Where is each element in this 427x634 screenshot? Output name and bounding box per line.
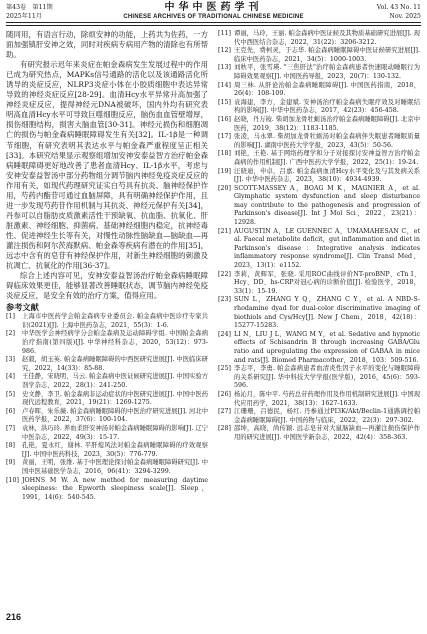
reference-text: 上海市中医药学会帕金森病专业委员会. 帕金森病中医诊疗专家共识(2021)[J]. 上海中医药杂志，2021，55(3)：1-6. [22,313,208,329]
reference-text: 卢春晖，朱乐薇. 帕金森病睡眠障碍的中医治疗研究进展[J]. 河北中医药学报，2022，37(6)：100-104. [22,407,208,424]
header-right [377,3,421,21]
reference-text: 袁林，洪巧玲. 养血柔肝安神汤对帕金森病睡眠障碍的影响[J]. 辽宁中医杂志，2022，49(3)：15-17. [22,424,208,441]
journal-title-en: CHINESE ARCHIVES OF TRADITIONAL CHINESE MEDICINE [123,14,304,20]
reference-item [218,331,420,365]
reference-text: 周三林. 从肝论治帕金森病睡眠障碍[J]. 中国医药指南，2018，26(4)：108-109. [234,81,420,98]
reference-text: 王克先，费柯灵，于志华. 帕金森病睡眠障碍中医证候研究进展[J]. 临床中医药杂志，2021，34(5)：1000-1003. [234,47,420,63]
reference-item [6,477,208,503]
reference-number: [26] [218,390,231,398]
reference-item [218,30,420,47]
references-right [218,30,420,443]
reference-item [218,408,420,425]
reference-item [218,185,420,228]
date-en: Nov. 2025 [389,13,421,20]
reference-number: [10] [6,476,19,484]
reference-number: [9] [6,459,15,467]
reference-item [218,296,420,330]
reference-text: JOHNS M W. A new method for measuring daytime sleepiness: the Epworth sleepiness scale[J]. Sleep，1991，14(6)：540-545. [22,476,208,501]
header-left [6,3,53,21]
reference-number: [19] [218,167,231,175]
reference-item [218,99,420,116]
volume-en: Vol. 43 No. 11 [376,4,421,11]
reference-number: [4] [6,373,15,381]
reference-text: 刘秋平，张雪瑛. "三焦肝法"治疗帕金森病患者快速眼动睡眠行为障碍效果观察[J]. 中国医药导报，2023，20(7)：130-132. [234,64,420,80]
reference-number: [21] [218,227,231,235]
reference-text: 王佳静，宋晓明，马云. 帕金森病中医证候研究进展[J]. 中国实验方剂学杂志，2022，28(1)：241-250. [22,373,208,390]
reference-number: [25] [218,365,231,373]
reference-number: [11] [218,30,231,37]
journal-title-cn: 中华中医药学刊 [164,2,263,13]
left-column [6,30,208,502]
reference-item [218,168,420,185]
reference-item [6,313,208,330]
header-rule-thick [6,22,421,23]
reference-text: AUGUSTIN A，LE GUENNEC A，UMAMAHESAN C，et al. Faecal metabolite deficit，gut inflammation and diet in Parkinson's disease：Integrative analysis indicates inflammatory response syndrome[J]. Clin Transl Med，2023，13(1)：e1152. [234,227,420,270]
reference-item [218,47,420,64]
reference-text: 张凌，马永翠. 柴胡加龙骨牡蛎汤对帕金森病伴失眠患者睡眠质量的影响[J]. 湖南中医药大学学报，2023，43(5)：50-56. [234,133,420,149]
header-rule-thin [6,25,421,26]
reference-number: [28] [218,425,231,433]
body-paragraph-2: 有研究报示迟年来炎症在帕金森病发生发展过程中的作用已成为研究热点，MAPKs信号通路的活化以及该通路活化所诱导的炎症反应，NLRP3炎症小体在小胶质细胞中表达异常导致的神经炎症反应[28-29]。血清Hcy水平异常升高加强了神经炎症反应，提得神经元DNA被破坏，国内外均有研究表明高血清Hcy水平可导致巨噬细胞反应，脑伤血血管壁增厚，损伤细胞结构，损害大脑血管[30-31]。神经元损伤和细胞凋亡的损伤与帕金森病睡眠障碍发生有关[32]。IL-1β是一种调节细胞，有研究表明其表达水平与帕金森严重程度呈正相关[33]。本研究结果显示观察组增加安神安泰益智方治疗帕金森病睡眠障碍更好地改善了患者血清Hcy、IL-1β水平，考虑与安神安泰益智汤中部分药物组分调节脑内神经免疫炎症反应的作用有关，如现代药理研究证实白芍具有抗炎、脑神经保护作用，芍药内酯苷可通过血脑屏障，具有明确神经保护作用，且进一步发现芍药苷作用机制与其抗炎、神经元保护有关[34]，丹参可以自脂肪皮质激素活性干预缺氧、抗血脂、抗氧化、肝脏激素、神经细胞、抑菌病、基础神经细胞内稳定，抗神经毒性、促进神经生长等有关，对慢性动脉性脑缺血—脑缺血—再灌注损伤和阿尔茨海默病、帕金森等疾病有潜在的作用[35]，远志中含有的皂苷有神经保护作用，对新生神经细胞的刺激及抗凋亡、抗氧化的作用[36-37]。 [6,60,208,271]
reference-item [218,228,420,271]
reference-item [218,82,420,99]
reference-item [218,116,420,133]
page-number: 216 [6,612,22,622]
reference-number: [3] [6,356,15,364]
references-title: 参考文献 [6,302,39,313]
reference-number: [20] [218,184,231,192]
reference-number: [12] [218,47,231,55]
reference-text: 李志平，李勇. 帕金森病患者血清炎性因子水平的变化与睡眠障碍的关系研究[J]. 华中科技大学学报(医学版)，2016，45(6)：593-596. [234,365,420,390]
reference-text: 汪晓迪，申卓，吕嘉. 帕金森病血清Hcy水平变化及与其发病关系[J]. 中华中医药杂志，2023，38(10)：4934-4939. [234,167,420,184]
reference-text: 黄丽，王明，张维. 基于中医理论探讨帕金森病睡眠障碍研究[J]. 中国中医基础医学杂志，2016，96(41)：3294-3299. [22,459,208,475]
page-header [0,0,427,28]
reference-number: [7] [6,424,15,432]
reference-number: [8] [6,442,15,450]
reference-number: [16] [218,115,231,123]
reference-number: [5] [6,390,15,398]
reference-number: [6] [6,407,15,415]
reference-item [218,64,420,81]
reference-number: [2] [6,330,15,338]
reference-text: 孔艳，夏永红，谢林. 平肝熄风法对帕金森病睡眠障碍的疗效观察[J]. 中国中医药科技，2023，30(5)：776-779. [22,442,208,458]
reference-text: LI N，LIU J L，WANG M Y，et al. Sedative and hypnotic effects of Schisandrin B through increasing GABA/Glu ratio and upregulating the expression of GABAA in mice and rats[J]. Biomed Pharmacother，2018，103：509-516. [234,330,420,364]
reference-item [6,373,208,390]
reference-text: 邵坤，高晓，尚传颖. 远志皂苷对大鼠脑缺血—再灌注损伤保护作用的研究进展[J]. 中国医学新杂志，2022，42(4)：358-363. [234,425,420,441]
reference-item [6,391,208,408]
reference-text: 李莉，黄辉军，张晓. 采用ROC曲线评价NT-proBNP、cTn I、Hcy、DD、hs-CRP对冠心病的诊断价值[J]. 检验医学，2018，33(1)：15-19. [234,270,420,295]
reference-item [6,459,208,476]
reference-text: 江珊珊，吕德民，杨红. 丹参通过PI3K/Akt/Beclin-1通路调控帕金森病睡眠障碍[J]. 中国药物与临床，2022，22(3)：297-302. [234,408,420,424]
reference-number: [24] [218,330,231,338]
date-cn: 2025年11月 [6,13,42,20]
reference-text: 史文静，李卫. 帕金森病非运动症状的中医研究进展[J]. 中国中医药现代远程教育，2021，19(21)：1269-1275. [22,390,208,407]
reference-text: 赵晓，丹万铵. 柴胡加龙骨牡蛎汤治疗帕金森病睡眠障碍[J]. 北京中医药，2019，38(12)：1183-1185. [234,115,420,132]
body-paragraph-1: 随同用，有语言行动，除烦安神的功能，上药共为佐药，一方面加强镇肝安神之效，同时对疾病专病用产物的清除也有所帮助。 [6,30,208,60]
body-paragraph-3: 综合上述内容可见，安神安泰益智汤治疗帕金森病睡眠障碍临床效果更佳，能够显著改善睡眠状态，调节脑内神经免疫炎症反应，是安全有效的治疗方案，值得应用。 [6,271,208,301]
reference-item [6,408,208,425]
reference-item [218,425,420,442]
reference-number: [13] [218,64,231,72]
reference-number: [22] [218,270,231,278]
reference-number: [18] [218,150,231,158]
reference-number: [17] [218,133,231,141]
reference-item [6,425,208,442]
reference-number: [27] [218,408,231,416]
reference-item [6,442,208,459]
reference-number: [23] [218,296,231,304]
reference-number: [15] [218,98,231,106]
reference-text: 赵毅，胡玉英. 帕金森病睡眠障碍的中西医研究进展[J]. 中医临床研究，2022，14(33)：85-88. [22,356,208,372]
reference-text: 中华医学会神经病学分会帕金森病及运动障碍学组. 中国帕金森病治疗指南(第四版)[J]. 中华神经科杂志，2020，53(12)：973-986. [22,330,208,355]
reference-item [6,356,208,373]
reference-text: 袁海建，李方，金建斌. 安神汤治疗帕金森病失眠疗效及对睡眠结构的影响[J]. 中华中医药杂志，2017，42(23)：456-458. [234,98,420,115]
reference-item [218,133,420,150]
reference-text: 刘艳，王艳. 基于网络药理学和分子对接探讨安神益智方治疗帕金森病的作用机制[J]. 广西中医药大学学报，2022，25(1)：19-24. [234,150,420,166]
reference-item [6,330,208,356]
references-left [6,313,208,502]
reference-text: SUN L，ZHANG Y Q，ZHANG C Y，et al. A NBD-S-rhodamine dyad for dual-color discriminative imaging of biothiols and Cys/Hcy[J]. New J Chem，2018，42(18)：15277-15283. [234,296,420,330]
reference-item [218,365,420,391]
reference-item [218,391,420,408]
reference-item [218,150,420,167]
reference-number: [14] [218,81,231,89]
reference-text: SCOTT-MASSEY A，BOAG M K，MAGNIER A，et al. Glymphatic system dysfunction and sleep disturbance may contribute to the pathogenesis and progression of Parkinson's disease[J]. Int J Mol Sci，2022，23(21)：12928. [234,184,420,227]
volume-cn: 第43卷 第11期 [6,4,53,11]
reference-text: 杨沁月，陈中平. 芍药总苷药理作用及作用机制研究进展[J]. 中国现代应用药学，2021，38(13)：1627-1633. [234,390,420,407]
header-center [100,2,327,21]
reference-number: [1] [6,313,15,321]
reference-item [218,271,420,297]
reference-text: 谭丽，马玲，王丽. 帕金森病中医证候及其物质基础研究进展[J]. 现代中西医结合杂志，2022，31(22)：3206-3212. [234,30,420,46]
